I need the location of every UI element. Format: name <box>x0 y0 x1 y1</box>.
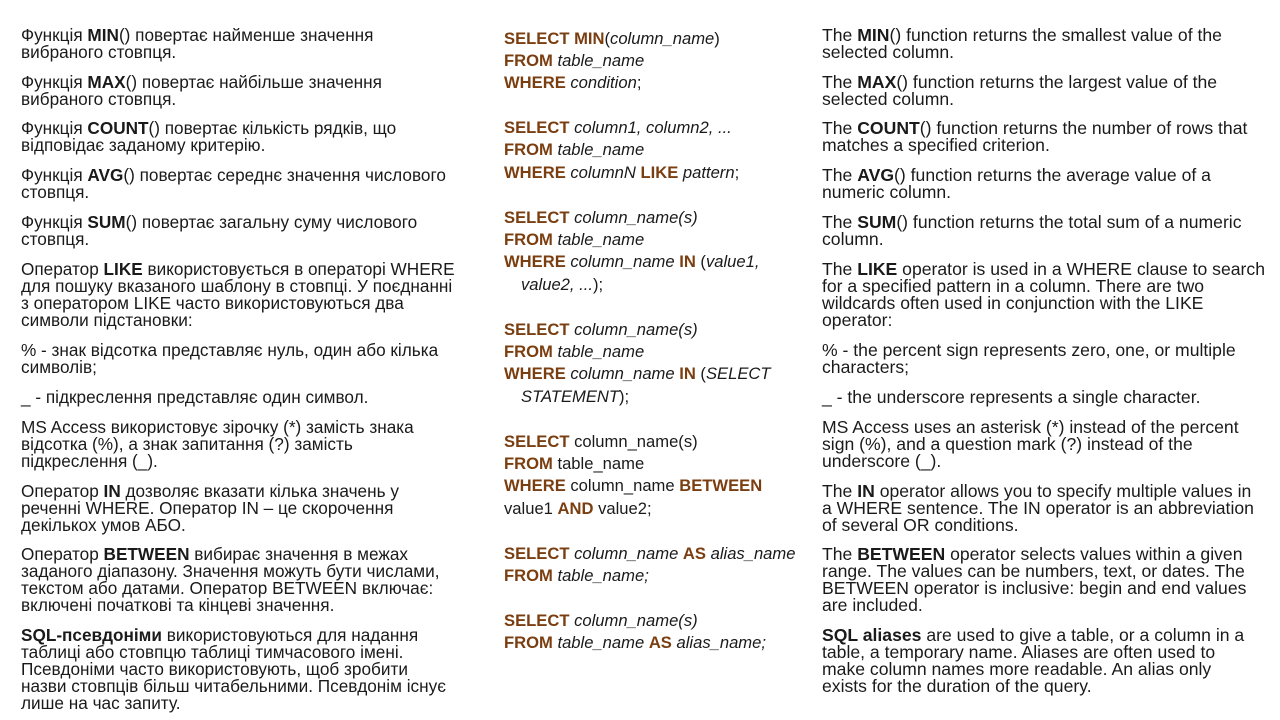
uk-sum-paragraph <box>21 214 483 248</box>
sql-in-select-line-3 <box>504 363 771 385</box>
sql-identifier: column_name <box>565 364 680 383</box>
en-min-pre: The <box>822 25 858 45</box>
sql-in-select-line-2 <box>504 341 644 363</box>
sql-text: ); <box>592 275 604 294</box>
uk-percent-paragraph: % - знак відсотка представляє нуль, один або кілька символів; <box>21 340 439 377</box>
sql-min-line-3 <box>504 72 641 94</box>
uk-between-pre: Оператор <box>21 544 104 564</box>
sql-keyword: SELECT <box>504 544 570 563</box>
sql-keyword: BETWEEN <box>679 476 763 495</box>
sql-identifier: value2, ... <box>521 275 593 294</box>
uk-in-pre: Оператор <box>21 481 104 501</box>
uk-min-pre: Функція <box>21 25 88 45</box>
uk-alias-keyword: SQL-псевдоніми <box>21 625 162 645</box>
sql-keyword: IN <box>679 252 696 271</box>
sql-text: ; <box>734 163 740 182</box>
sql-identifier: value1, <box>705 252 760 271</box>
sql-text: column_name <box>565 476 680 495</box>
sql-keyword: IN <box>679 364 696 383</box>
uk-count-keyword: COUNT <box>87 118 149 138</box>
sql-identifier: table_name <box>552 633 649 652</box>
sql-identifier: STATEMENT <box>521 387 620 406</box>
en-alias-post: are used to give a table, or a column in a table, a temporary name. Aliases are often used to make column names more readable. An alias only exists for the duration of the query. <box>822 625 1245 696</box>
sql-identifier: table_name; <box>552 566 649 585</box>
uk-sum-pre: Функція <box>21 212 88 232</box>
sql-between-line-4 <box>504 498 652 520</box>
sql-keyword: WHERE <box>504 476 566 495</box>
sql-keyword: FROM <box>504 140 553 159</box>
sql-in-values-line-1 <box>504 207 698 229</box>
en-between-pre: The <box>822 544 858 564</box>
en-sum-pre: The <box>822 212 858 232</box>
sql-keyword: AND <box>557 499 594 518</box>
uk-like-pre: Оператор <box>21 259 104 279</box>
sql-like-line-3 <box>504 162 739 184</box>
en-max-keyword: MAX <box>857 72 897 92</box>
en-count-pre: The <box>822 118 858 138</box>
en-max-paragraph <box>822 74 1277 108</box>
uk-between-paragraph <box>21 546 483 614</box>
sql-identifier: pattern <box>678 163 735 182</box>
sql-between-line-2 <box>504 453 644 475</box>
uk-access-paragraph: MS Access використовує зірочку (*) замість знака відсотка (%), а знак запитання (?) замість підкреслення (_). <box>21 417 414 471</box>
sql-text: ( <box>695 252 706 271</box>
sql-identifier: table_name <box>552 342 645 361</box>
en-avg-pre: The <box>822 165 858 185</box>
sql-text: ( <box>695 364 706 383</box>
sql-keyword: SELECT <box>504 118 570 137</box>
uk-like-paragraph <box>21 261 483 329</box>
sql-keyword: FROM <box>504 230 553 249</box>
uk-min-keyword: MIN <box>87 25 119 45</box>
sql-keyword: WHERE <box>504 73 566 92</box>
en-in-post: operator allows you to specify multiple values in a WHERE sentence. The IN operator is an abbreviation of several OR conditions. <box>822 481 1254 535</box>
uk-max-pre: Функція <box>21 72 88 92</box>
sql-alias-col-line-1 <box>504 543 795 565</box>
en-access-paragraph: MS Access uses an asterisk (*) instead of the percent sign (%), and a question mark (?) instead of the underscore (_). <box>822 417 1239 471</box>
uk-between-post: вибирає значення в межах заданого діапазону. Значення можуть бути числами, текстом або датами. Оператор BETWEEN включає: включені початкові та кінцеві значення. <box>21 544 440 615</box>
en-alias-keyword: SQL aliases <box>822 625 922 645</box>
en-like-post: operator is used in a WHERE clause to search for a specified pattern in a column. There are two wildcards often used in conjunction with the LIKE operator: <box>822 259 1265 330</box>
sql-keyword: WHERE <box>504 163 566 182</box>
en-in-paragraph <box>822 483 1277 534</box>
sql-identifier: table_name <box>552 230 645 249</box>
en-count-keyword: COUNT <box>857 118 920 138</box>
en-like-keyword: LIKE <box>857 259 898 279</box>
sql-in-values-line-3 <box>504 251 759 273</box>
sql-identifier: column_name(s) <box>569 208 698 227</box>
sql-keyword: AS <box>648 633 672 652</box>
uk-in-post: дозволяє вказати кілька значень у реченні WHERE. Оператор IN – це скорочення декількох умов АБО. <box>21 481 399 535</box>
sql-alias-col-line-2 <box>504 565 649 587</box>
sql-in-values-line-2 <box>504 229 644 251</box>
sql-text: column_name(s) <box>569 432 698 451</box>
sql-in-select-line-1 <box>504 319 698 341</box>
sql-between-line-3 <box>504 475 762 497</box>
sql-alias-tbl-line-2 <box>504 632 766 654</box>
en-max-pre: The <box>822 72 858 92</box>
en-count-post: () function returns the number of rows that matches a specified criterion. <box>822 118 1248 155</box>
uk-in-paragraph <box>21 483 483 534</box>
en-percent-paragraph: % - the percent sign represents zero, one, or multiple characters; <box>822 340 1236 377</box>
en-min-paragraph <box>822 27 1277 61</box>
sql-keyword: FROM <box>504 454 553 473</box>
en-sum-paragraph <box>822 214 1277 248</box>
uk-like-post: використовується в операторі WHERE для пошуку вказаного шаблону в стовпці. У поєднанні з оператором LIKE часто використовуються два символи підстановки: <box>21 259 455 330</box>
sql-text: ) <box>714 29 720 48</box>
en-like-paragraph <box>822 261 1277 329</box>
sql-keyword: SELECT <box>504 208 570 227</box>
sql-min-line-2 <box>504 50 644 72</box>
uk-max-paragraph <box>21 74 483 108</box>
en-like-pre: The <box>822 259 858 279</box>
en-min-keyword: MIN <box>857 25 890 45</box>
uk-avg-paragraph <box>21 167 483 201</box>
en-between-paragraph <box>822 546 1277 614</box>
uk-between-keyword: BETWEEN <box>103 544 190 564</box>
en-between-post: operator selects values within a given range. The values can be numbers, text, or dates. The BETWEEN operator is inclusive: begin and end values are included. <box>822 544 1247 615</box>
en-avg-keyword: AVG <box>857 165 895 185</box>
sql-identifier: column_name(s) <box>569 611 698 630</box>
sql-keyword: SELECT MIN <box>504 29 605 48</box>
sql-text: ; <box>636 73 642 92</box>
sql-like-line-1 <box>504 117 732 139</box>
sql-between-line-1 <box>504 431 698 453</box>
sql-keyword: WHERE <box>504 252 566 271</box>
sql-identifier: table_name <box>552 51 645 70</box>
sql-in-values-line-4 <box>521 274 603 296</box>
sql-keyword: FROM <box>504 51 553 70</box>
uk-min-post: () повертає найменше значення вибраного стовпця. <box>21 25 374 62</box>
en-alias-paragraph <box>822 627 1277 695</box>
sql-identifier: columnN <box>565 163 641 182</box>
sql-keyword: AS <box>682 544 706 563</box>
uk-avg-post: () повертає середнє значення числового стовпця. <box>21 165 446 202</box>
sql-identifier: condition <box>565 73 637 92</box>
sql-identifier: alias_name; <box>671 633 766 652</box>
en-sum-keyword: SUM <box>857 212 897 232</box>
sql-in-select-line-4 <box>521 386 629 408</box>
sql-identifier: alias_name <box>705 544 796 563</box>
sql-text: ( <box>604 29 611 48</box>
en-min-post: () function returns the smallest value of the selected column. <box>822 25 1222 62</box>
en-between-keyword: BETWEEN <box>857 544 946 564</box>
en-in-keyword: IN <box>857 481 875 501</box>
sql-identifier: column_name(s) <box>569 320 698 339</box>
sql-keyword: FROM <box>504 566 553 585</box>
uk-in-keyword: IN <box>103 481 121 501</box>
sql-identifier: SELECT <box>705 364 771 383</box>
uk-max-post: () повертає найбільше значення вибраного стовпця. <box>21 72 382 109</box>
sql-identifier: table_name <box>552 140 645 159</box>
uk-count-pre: Функція <box>21 118 88 138</box>
uk-like-keyword: LIKE <box>103 259 143 279</box>
sql-text: value1 <box>504 499 558 518</box>
sql-text: value2; <box>593 499 652 518</box>
uk-sum-post: () повертає загальну суму числового стовпця. <box>21 212 418 249</box>
sql-keyword: SELECT <box>504 611 570 630</box>
en-max-post: () function returns the largest value of the selected column. <box>822 72 1218 109</box>
uk-count-post: () повертає кількість рядків, що відповідає заданому критерію. <box>21 118 397 155</box>
uk-alias-post: використовуються для надання таблиці або стовпцю таблиці тимчасового імені. Псевдоніми часто використовують, щоб зробити назви стовпців більш читабельними. Псевдонім існує лише на час запиту. <box>21 625 446 713</box>
sql-text: table_name <box>552 454 645 473</box>
sql-text: ); <box>619 387 630 406</box>
sql-keyword: FROM <box>504 633 553 652</box>
en-avg-post: () function returns the average value of a numeric column. <box>822 165 1211 202</box>
sql-keyword: SELECT <box>504 432 570 451</box>
sql-identifier: column_name <box>569 544 683 563</box>
sql-keyword: WHERE <box>504 364 566 383</box>
sql-identifier: column_name <box>565 252 680 271</box>
uk-sum-keyword: SUM <box>87 212 126 232</box>
uk-count-paragraph <box>21 120 483 154</box>
en-underscore-paragraph: _ - the underscore represents a single character. <box>822 387 1201 407</box>
uk-max-keyword: MAX <box>87 72 126 92</box>
en-avg-paragraph <box>822 167 1277 201</box>
sql-alias-tbl-line-1 <box>504 610 698 632</box>
sql-keyword: LIKE <box>640 163 679 182</box>
en-in-pre: The <box>822 481 858 501</box>
en-sum-post: () function returns the total sum of a numeric column. <box>822 212 1242 249</box>
sql-min-line-1 <box>504 28 720 50</box>
uk-min-paragraph <box>21 27 483 61</box>
sql-identifier: column_name <box>610 29 715 48</box>
uk-avg-keyword: AVG <box>87 165 124 185</box>
en-count-paragraph <box>822 120 1277 154</box>
sql-identifier: column1, column2, ... <box>569 118 732 137</box>
uk-alias-paragraph <box>21 627 483 712</box>
sql-keyword: SELECT <box>504 320 570 339</box>
uk-underscore-paragraph: _ - підкреслення представляє один символ. <box>21 387 369 407</box>
uk-avg-pre: Функція <box>21 165 88 185</box>
sql-keyword: FROM <box>504 342 553 361</box>
sql-like-line-2 <box>504 139 644 161</box>
